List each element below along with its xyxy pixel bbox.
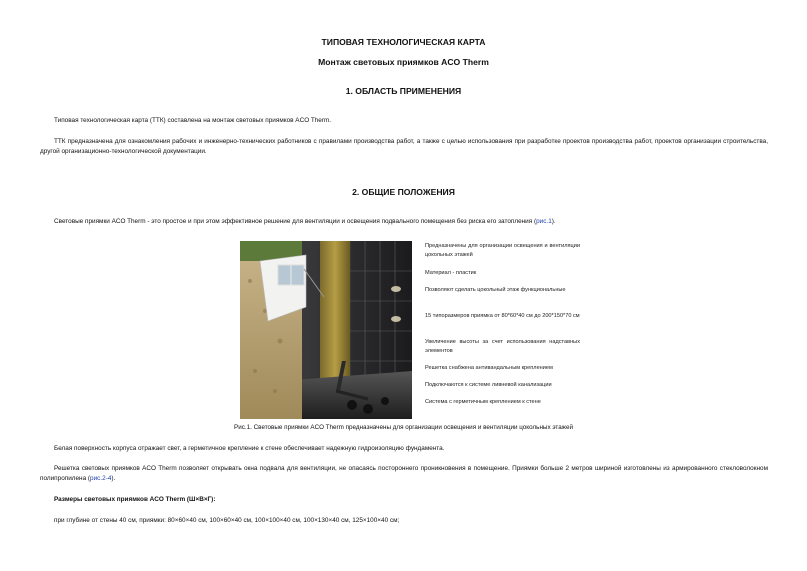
p3-text: Решетка световых приямков ACO Therm позволяет открывать окна подвала для вентиляции, не опасаясь постороннего проникновения в помещение. Приямки больше 2 метров шириной изготовлены из армированного стекловолокном полипропилена ( — [40, 465, 768, 482]
feature-3: Позволяют сделать цокольный этаж функциональные — [425, 287, 566, 293]
feature-8: Система с герметичным креплением к стене — [425, 399, 541, 405]
section1-paragraph-1: Типовая технологическая карта (ТТК) составлена на монтаж световых приямков ACO Therm. — [54, 117, 332, 124]
doc-subtitle: Монтаж световых приямков ACO Therm — [318, 57, 489, 67]
lightwell-photo — [240, 241, 412, 419]
section2-paragraph-1 — [40, 217, 768, 227]
sizes-line: при глубине от стены 40 см, приямки: 80×60×40 см, 100×60×40 см, 100×100×40 см, 100×130×40 см, 125×100×40 см; — [54, 517, 400, 524]
doc-title: ТИПОВАЯ ТЕХНОЛОГИЧЕСКАЯ КАРТА — [321, 37, 486, 47]
section2-paragraph-3 — [40, 464, 768, 484]
feature-7: Подключаются к системе ливневой канализации — [425, 382, 552, 388]
p3-end: ). — [111, 475, 116, 482]
feature-5: Увеличение высоты за счет использования надставных элементов — [425, 339, 580, 354]
p1-end: ). — [551, 218, 556, 225]
feature-1: Предназначены для организации освещения и вентиляции цокольных этажей — [425, 243, 580, 258]
section1-paragraph-2: ТТК предназначена для ознакомления рабочих и инженерно-технических работников с правилами производства работ, а также с целью использования при разработке проектов производства работ, проектов организации строительства, другой организационно-технологической документации. — [40, 138, 768, 155]
figure-caption: Рис.1. Световые приямки ACO Therm предназначены для организации освещения и вентиляции цокольных этажей — [234, 424, 573, 431]
section2-paragraph-2: Белая поверхность корпуса отражает свет, а герметичное крепление к стене обеспечивает надежную гидроизоляцию фундамента. — [54, 445, 445, 452]
sizes-heading: Размеры световых приямков ACO Therm (Ш×В×Г): — [54, 496, 216, 503]
section1-heading: 1. ОБЛАСТЬ ПРИМЕНЕНИЯ — [345, 86, 462, 96]
fig2-4-link[interactable]: рис.2-4 — [90, 475, 112, 482]
feature-2: Материал - пластик — [425, 270, 477, 276]
feature-6: Решетка снабжена антивандальным креплением — [425, 365, 553, 371]
p1-text: Световые приямки ACO Therm - это простое и при этом эффективное решение для вентиляции и освещения подвального помещения без риска его затопления ( — [54, 218, 537, 225]
feature-4: 15 типоразмеров приямка от 80*60*40 см до 200*150*70 см — [425, 313, 580, 319]
section2-heading: 2. ОБЩИЕ ПОЛОЖЕНИЯ — [352, 187, 455, 197]
fig1-link[interactable]: рис.1 — [536, 218, 552, 225]
